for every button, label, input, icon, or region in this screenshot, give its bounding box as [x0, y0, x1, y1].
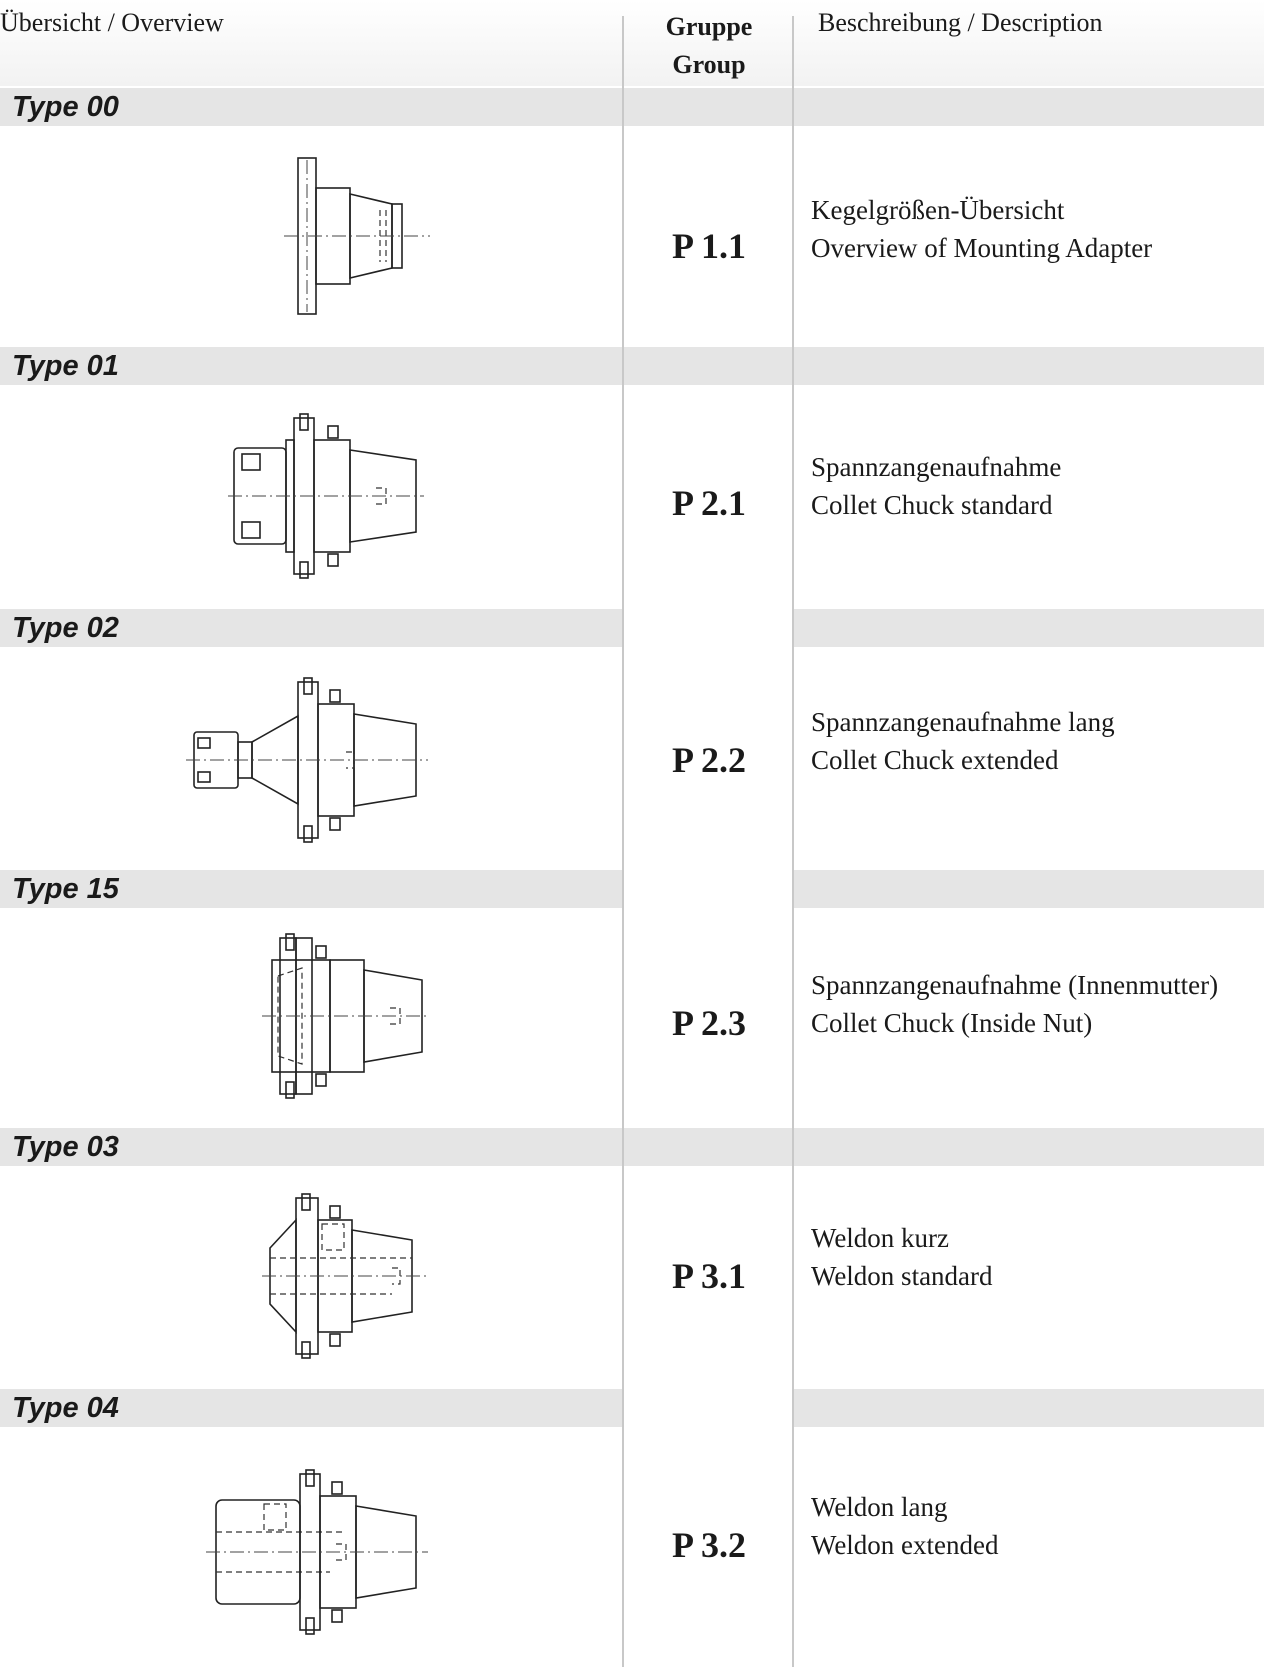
description [811, 1488, 999, 1564]
type-band [794, 870, 1264, 908]
group-code: P 1.1 [671, 226, 746, 266]
type-label: Type 01 [12, 350, 119, 382]
weldon-short-drawing-icon [262, 1198, 434, 1354]
group-code: P 2.1 [671, 483, 746, 523]
description-de: Spannzangenaufnahme [811, 452, 1062, 482]
type-band [794, 609, 1264, 647]
type-label: Type 15 [12, 873, 119, 905]
group-code: P 3.2 [671, 1525, 746, 1565]
group-code: P 3.1 [671, 1256, 746, 1296]
header-overview: Übersicht / Overview [0, 8, 224, 37]
description [811, 966, 1218, 1042]
header-description: Beschreibung / Description [818, 8, 1103, 37]
description-de: Spannzangenaufnahme (Innenmutter) [811, 970, 1219, 1000]
type-band [794, 1389, 1264, 1427]
description-en: Weldon extended [811, 1530, 999, 1560]
description-en: Weldon standard [811, 1261, 993, 1291]
description [811, 191, 1152, 267]
description-de: Weldon lang [811, 1492, 948, 1522]
description-en: Collet Chuck extended [811, 745, 1059, 775]
collet-chuck-extended-drawing-icon [186, 682, 432, 838]
weldon-long-drawing-icon [206, 1474, 432, 1630]
description-de: Kegelgrößen-Übersicht [811, 195, 1065, 225]
mounting-adapter-drawing-icon [280, 158, 440, 314]
type-label: Type 02 [12, 612, 119, 644]
type-band [0, 347, 1264, 385]
description-en: Collet Chuck (Inside Nut) [811, 1008, 1093, 1038]
type-label: Type 03 [12, 1131, 119, 1163]
group-code: P 2.3 [671, 1003, 746, 1043]
type-band [0, 1128, 1264, 1166]
type-band [0, 88, 1264, 126]
type-label: Type 00 [12, 91, 119, 123]
description [811, 703, 1115, 779]
header-group [624, 8, 794, 84]
collet-chuck-inside-nut-drawing-icon [262, 938, 434, 1094]
collet-chuck-drawing-icon [228, 418, 428, 574]
description-de: Weldon kurz [811, 1223, 950, 1253]
description-de: Spannzangenaufnahme lang [811, 707, 1115, 737]
group-code: P 2.2 [671, 740, 746, 780]
description [811, 448, 1061, 524]
header-group-de: Gruppe [665, 12, 753, 41]
type-label: Type 04 [12, 1392, 119, 1424]
description-en: Overview of Mounting Adapter [811, 233, 1153, 263]
description [811, 1219, 993, 1295]
header-group-en: Group [672, 50, 746, 79]
description-en: Collet Chuck standard [811, 490, 1053, 520]
